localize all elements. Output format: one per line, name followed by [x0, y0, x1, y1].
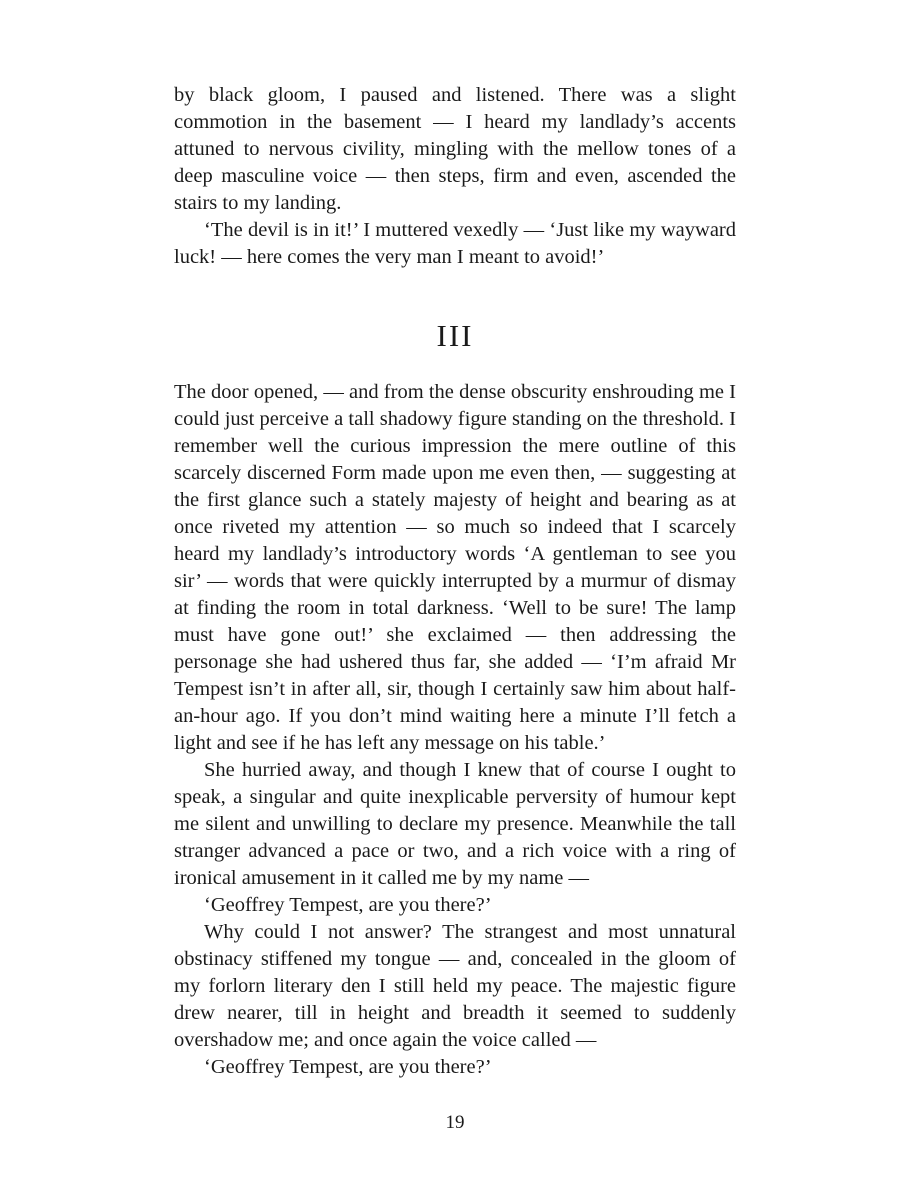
paragraph-continued: by black gloom, I paused and listened. There was a slight commotion in the basement — I heard my landlady’s accents attuned to nervous civility, mingling with the mellow tones of a deep masculine voice — then steps, firm and even, ascended the stairs to my landing. — [174, 84, 736, 214]
paragraph-dialogue: ‘Geoffrey Tempest, are you there?’ — [204, 894, 492, 916]
chapter-text-block — [174, 379, 736, 1081]
page-number: 19 — [445, 1112, 465, 1133]
chapter-heading: III — [436, 318, 474, 353]
continued-text-block — [174, 82, 736, 271]
paragraph-chapter-opening: The door opened, — and from the dense obscurity enshrouding me I could just perceive a tall shadowy figure standing on the threshold. I remember well the curious impression the mere outline of this scarcely discerned Form made upon me even then, — suggesting at the first glance such a stately majesty of height and bearing as at once riveted my attention — so much so indeed that I scarcely heard my landlady’s introductory words ‘A gentleman to see you sir’ — words that were quickly interrupted by a murmur of dismay at finding the room in total darkness. ‘Well to be sure! The lamp must have gone out!’ she exclaimed — then addressing the personage she had ushered thus far, she added — ‘I’m afraid Mr Tempest isn’t in after all, sir, though I certainly saw him about half-an-hour ago. If you don’t mind waiting here a minute I’ll fetch a light and see if he has left any message on his table.’ — [174, 381, 736, 754]
paragraph: Why could I not answer? The strangest and most unnatural obstinacy stiffened my tongue — and, concealed in the gloom of my forlorn literary den I still held my peace. The majestic figure drew nearer, till in height and breadth it seemed to suddenly overshadow me; and once again the voice called — — [174, 921, 736, 1051]
paragraph: ‘The devil is in it!’ I muttered vexedly — ‘Just like my wayward luck! — here comes the very man I meant to avoid!’ — [174, 219, 736, 268]
paragraph: She hurried away, and though I knew that of course I ought to speak, a singular and quite inexplicable perversity of humour kept me silent and unwilling to declare my presence. Meanwhile the tall stranger advanced a pace or two, and a rich voice with a ring of ironical amusement in it called me by my name — — [174, 759, 736, 889]
paragraph-dialogue: ‘Geoffrey Tempest, are you there?’ — [204, 1056, 492, 1078]
